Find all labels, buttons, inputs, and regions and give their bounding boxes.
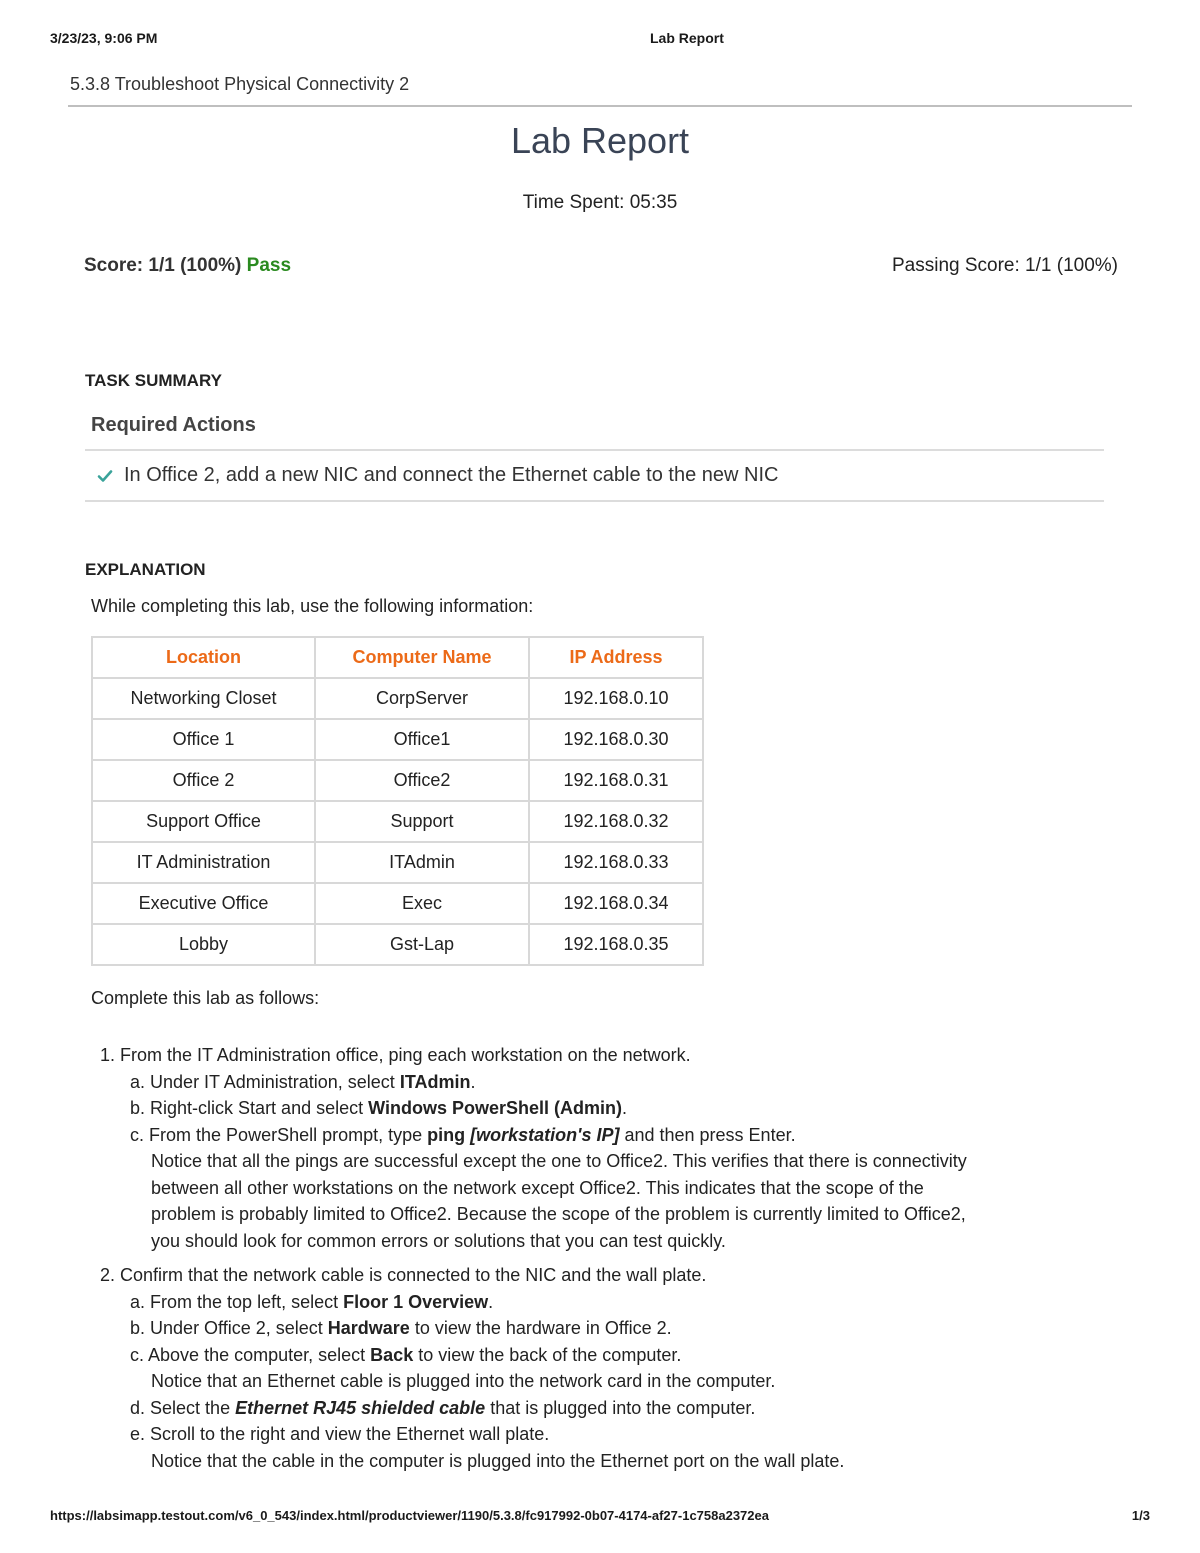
table-row <box>92 719 703 760</box>
step-number: 1. <box>100 1045 116 1065</box>
complete-label: Complete this lab as follows: <box>91 988 320 1008</box>
substep-letter: a. <box>130 1291 146 1312</box>
cell-location: Office 2 <box>92 760 315 801</box>
table-row <box>92 801 703 842</box>
cell-ip-address: 192.168.0.33 <box>529 842 703 883</box>
cell-location: Office 1 <box>92 719 315 760</box>
substep-text: From the top left, select <box>150 1291 344 1312</box>
table-row <box>92 924 703 965</box>
substep-letter: e. <box>130 1424 146 1444</box>
lab-name: 5.3.8 Troubleshoot Physical Connectivity 2 <box>70 74 410 94</box>
substep-letter: b. <box>130 1318 146 1338</box>
info-table <box>91 636 704 966</box>
cell-location: Lobby <box>92 924 315 965</box>
substep-text: Back <box>370 1344 414 1365</box>
column-header-computer-name: Computer Name <box>315 637 529 678</box>
step-spacer <box>100 1254 1100 1262</box>
passing-score: Passing Score: 1/1 (100%) <box>891 255 1118 276</box>
substep-text: From the PowerShell prompt, type <box>149 1124 428 1145</box>
score-result: Pass <box>246 255 292 276</box>
step-item <box>100 1042 1100 1069</box>
cell-location: Networking Closet <box>92 678 315 719</box>
substep-item <box>100 1315 1100 1342</box>
table-row <box>92 842 703 883</box>
required-action-item <box>96 464 778 487</box>
substep-text: Select the <box>150 1397 236 1418</box>
substep-letter: a. <box>130 1071 146 1092</box>
print-title: Lab Report <box>650 30 724 46</box>
explanation-heading: EXPLANATION <box>85 560 206 579</box>
cell-computer-name: ITAdmin <box>315 842 529 883</box>
print-header <box>50 30 1150 50</box>
task-summary-heading: TASK SUMMARY <box>85 371 222 390</box>
report-title: Lab Report <box>510 120 690 161</box>
substep-letter: c. <box>130 1344 145 1365</box>
cell-location: Executive Office <box>92 883 315 924</box>
substep-text: to view the back of the computer. <box>413 1344 682 1365</box>
cell-computer-name: Exec <box>315 883 529 924</box>
substep-note: problem is probably limited to Office2. Because the scope of the problem is currently limited to Office2, <box>151 1204 966 1224</box>
footer-url: https://labsimapp.testout.com/v6_0_543/index.html/productviewer/1190/5.3.8/fc917992-0b07-4174-af27-1c758a2372ea <box>50 1508 769 1523</box>
substep-text: Ethernet RJ45 shielded cable <box>235 1397 486 1418</box>
cell-ip-address: 192.168.0.32 <box>529 801 703 842</box>
substep-text: and then press Enter. <box>619 1124 796 1145</box>
substep-text: . <box>470 1071 476 1092</box>
substep-text: to view the hardware in Office 2. <box>409 1318 672 1338</box>
table-row <box>92 760 703 801</box>
score-label: Score: 1/1 (100%) <box>84 255 242 276</box>
substep-text: ITAdmin <box>399 1071 471 1092</box>
step-number: 2. <box>100 1265 116 1285</box>
cell-ip-address: 192.168.0.35 <box>529 924 703 965</box>
substep-letter: c. <box>130 1124 145 1145</box>
substep-note: Notice that an Ethernet cable is plugged into the network card in the computer. <box>151 1371 776 1391</box>
table-row <box>92 678 703 719</box>
column-header-location: Location <box>92 637 315 678</box>
substep-item <box>100 1289 1100 1316</box>
substep-note: you should look for common errors or solutions that you can test quickly. <box>151 1230 726 1251</box>
substep-letter: b. <box>130 1098 146 1118</box>
required-actions-heading: Required Actions <box>91 414 256 436</box>
table-row <box>92 883 703 924</box>
cell-location: IT Administration <box>92 842 315 883</box>
substep-item <box>100 1395 1100 1422</box>
substep-text: Under Office 2, select <box>150 1318 328 1338</box>
time-spent: Time Spent: 05:35 <box>522 192 678 213</box>
column-header-ip-address: IP Address <box>529 637 703 678</box>
cell-ip-address: 192.168.0.34 <box>529 883 703 924</box>
substep-text: that is plugged into the computer. <box>485 1397 756 1418</box>
substep-text: Above the computer, select <box>148 1344 371 1365</box>
substep-text: Floor 1 Overview <box>343 1291 489 1312</box>
substep-item <box>100 1421 1100 1448</box>
substep-text: [workstation's IP] <box>470 1124 620 1145</box>
step-text: Confirm that the network cable is connected to the NIC and the wall plate. <box>120 1265 707 1285</box>
substep-text: ping <box>427 1124 471 1145</box>
cell-location: Support Office <box>92 801 315 842</box>
check-icon <box>96 467 114 485</box>
substep-note: between all other workstations on the network except Office2. This indicates that the scope of the <box>151 1177 924 1198</box>
substep-note: Notice that all the pings are successful except the one to Office2. This verifies that there is connectivity <box>151 1151 967 1171</box>
cell-computer-name: Office1 <box>315 719 529 760</box>
divider <box>85 500 1104 502</box>
explanation-intro: While completing this lab, use the following information: <box>91 596 534 616</box>
table-header-row <box>92 637 703 678</box>
divider <box>85 449 1104 451</box>
cell-computer-name: Gst-Lap <box>315 924 529 965</box>
cell-ip-address: 192.168.0.30 <box>529 719 703 760</box>
cell-ip-address: 192.168.0.10 <box>529 678 703 719</box>
substep-text: . <box>621 1098 627 1118</box>
cell-computer-name: Office2 <box>315 760 529 801</box>
substep-item <box>100 1122 1100 1149</box>
cell-computer-name: Support <box>315 801 529 842</box>
substep-item <box>100 1095 1100 1122</box>
substep-text: Right-click Start and select <box>150 1098 369 1118</box>
steps-list <box>100 1042 1100 1474</box>
cell-ip-address: 192.168.0.31 <box>529 760 703 801</box>
cell-computer-name: CorpServer <box>315 678 529 719</box>
substep-note: Notice that the cable in the computer is plugged into the Ethernet port on the wall plate. <box>151 1450 845 1471</box>
required-action-text: In Office 2, add a new NIC and connect the Ethernet cable to the new NIC <box>124 464 779 486</box>
step-item <box>100 1262 1100 1289</box>
substep-letter: d. <box>130 1397 146 1418</box>
page-number: 1/3 <box>1131 1508 1150 1523</box>
step-text: From the IT Administration office, ping each workstation on the network. <box>120 1045 691 1065</box>
score <box>84 255 291 277</box>
substep-text: Under IT Administration, select <box>150 1071 400 1092</box>
substep-text: Scroll to the right and view the Ethernet wall plate. <box>150 1424 550 1444</box>
substep-item <box>100 1069 1100 1096</box>
substep-text: Windows PowerShell (Admin) <box>368 1098 622 1118</box>
table-body <box>92 678 703 965</box>
print-date: 3/23/23, 9:06 PM <box>50 30 158 46</box>
substep-item <box>100 1342 1100 1369</box>
substep-text: Hardware <box>327 1318 410 1338</box>
header-divider <box>68 105 1132 107</box>
substep-text: . <box>488 1291 494 1312</box>
